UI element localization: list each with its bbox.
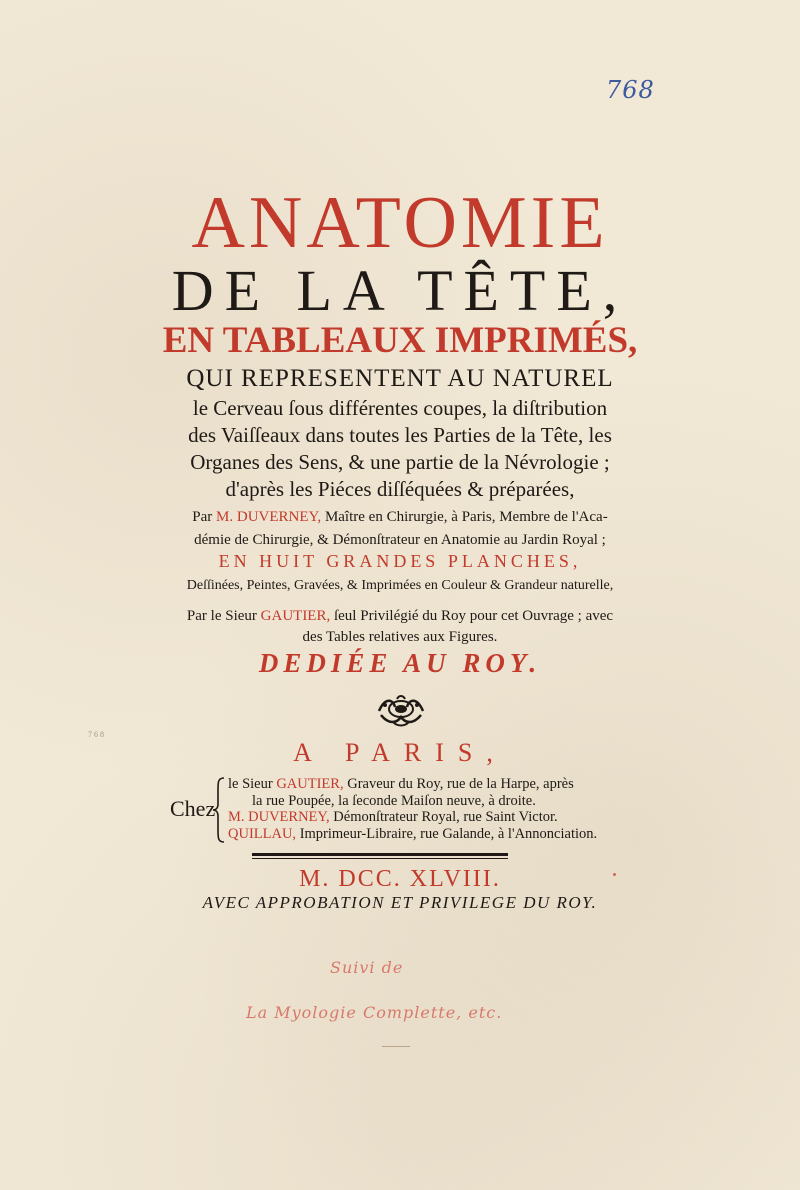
sellers-list [228,776,597,842]
side-mark: 7 6 8 [88,730,104,739]
seller-line [228,809,597,826]
seller-address: Imprimeur-Libraire, rue Galande, à l'Annonciation. [296,825,598,842]
approbation-line: AVEC APPROBATION ET PRIVILEGE DU ROY. [202,893,598,912]
publication-year: M. DCC. XLVIII. [299,866,501,892]
author-line1-rest: Maître en Chirurgie, à Paris, Membre de l'Aca- [321,509,608,525]
engraver-line-1 [0,606,800,627]
seller-address: Démonſtrateur Royal, rue Saint Victor. [329,809,558,825]
description-line: des Vaiſſeaux dans toutes les Parties de la Tête, les [188,423,612,447]
description-line: le Cerveau ſous différentes coupes, la diſtribution [192,396,608,420]
title-line-anatomie: ANATOMIE [191,182,609,264]
description [0,395,800,503]
seller-line [228,776,597,793]
author-line-1 [0,506,800,529]
curly-brace-icon [212,776,226,844]
engraver-line1-rest: ſeul Privilégié du Roy pour cet Ouvrage ; avec [330,608,614,624]
place-of-publication: A PARIS, [293,738,507,767]
seller-name: M. DUVERNEY, [228,809,330,825]
divider-rule-thin [252,858,508,859]
description-line: d'après les Piéces diſſéquées & préparées, [225,477,575,501]
title-line-en-tableaux: EN TABLEAUX IMPRIMÉS, [162,320,638,361]
handwritten-underline [382,1046,410,1047]
chez-label: Chez [170,796,216,821]
engraver-prefix: Par le Sieur [186,608,261,624]
author-line-2: démie de Chirurgie, & Démonſtrateur en Anatomie au Jardin Royal ; [194,532,606,548]
title-line-de-la-tete: DE LA TÊTE, [171,258,629,323]
engraver-line-2: des Tables relatives aux Figures. [302,629,498,645]
dedication: DEDIÉE AU ROY. [258,648,542,678]
seller-prefix: le Sieur [228,776,277,792]
handwritten-note-1: Suivi de [330,958,404,977]
author-prefix: Par [192,509,217,525]
title-line-qui-representent: QUI REPRESENTENT AU NATUREL [186,365,614,392]
manuscript-number: 768 [606,76,655,104]
printers-ornament-icon [375,693,427,729]
engraver-credit [0,606,800,648]
description-line: Organes des Sens, & une partie de la Névrologie ; [190,450,610,474]
divider-rule-thick [252,853,508,856]
plates-heading: EN HUIT GRANDES PLANCHES, [218,551,582,571]
author-credit [0,506,800,552]
engraver-name: GAUTIER, [260,608,331,624]
author-name: M. DUVERNEY, [216,509,322,525]
seller-address: Graveur du Roy, rue de la Harpe, après [343,776,574,792]
ink-dot [613,873,616,876]
handwritten-note-2: La Myologie Complette, etc. [246,1003,503,1022]
seller-name: QUILLAU, [228,825,297,842]
sellers-block [170,776,670,846]
seller-line [228,793,597,810]
seller-line [228,826,597,843]
seller-address: la rue Poupée, la ſeconde Maiſon neuve, à droite. [252,792,536,809]
plates-description: Deſſinées, Peintes, Gravées, & Imprimées en Couleur & Grandeur naturelle, [186,578,614,593]
seller-name: GAUTIER, [276,776,344,792]
